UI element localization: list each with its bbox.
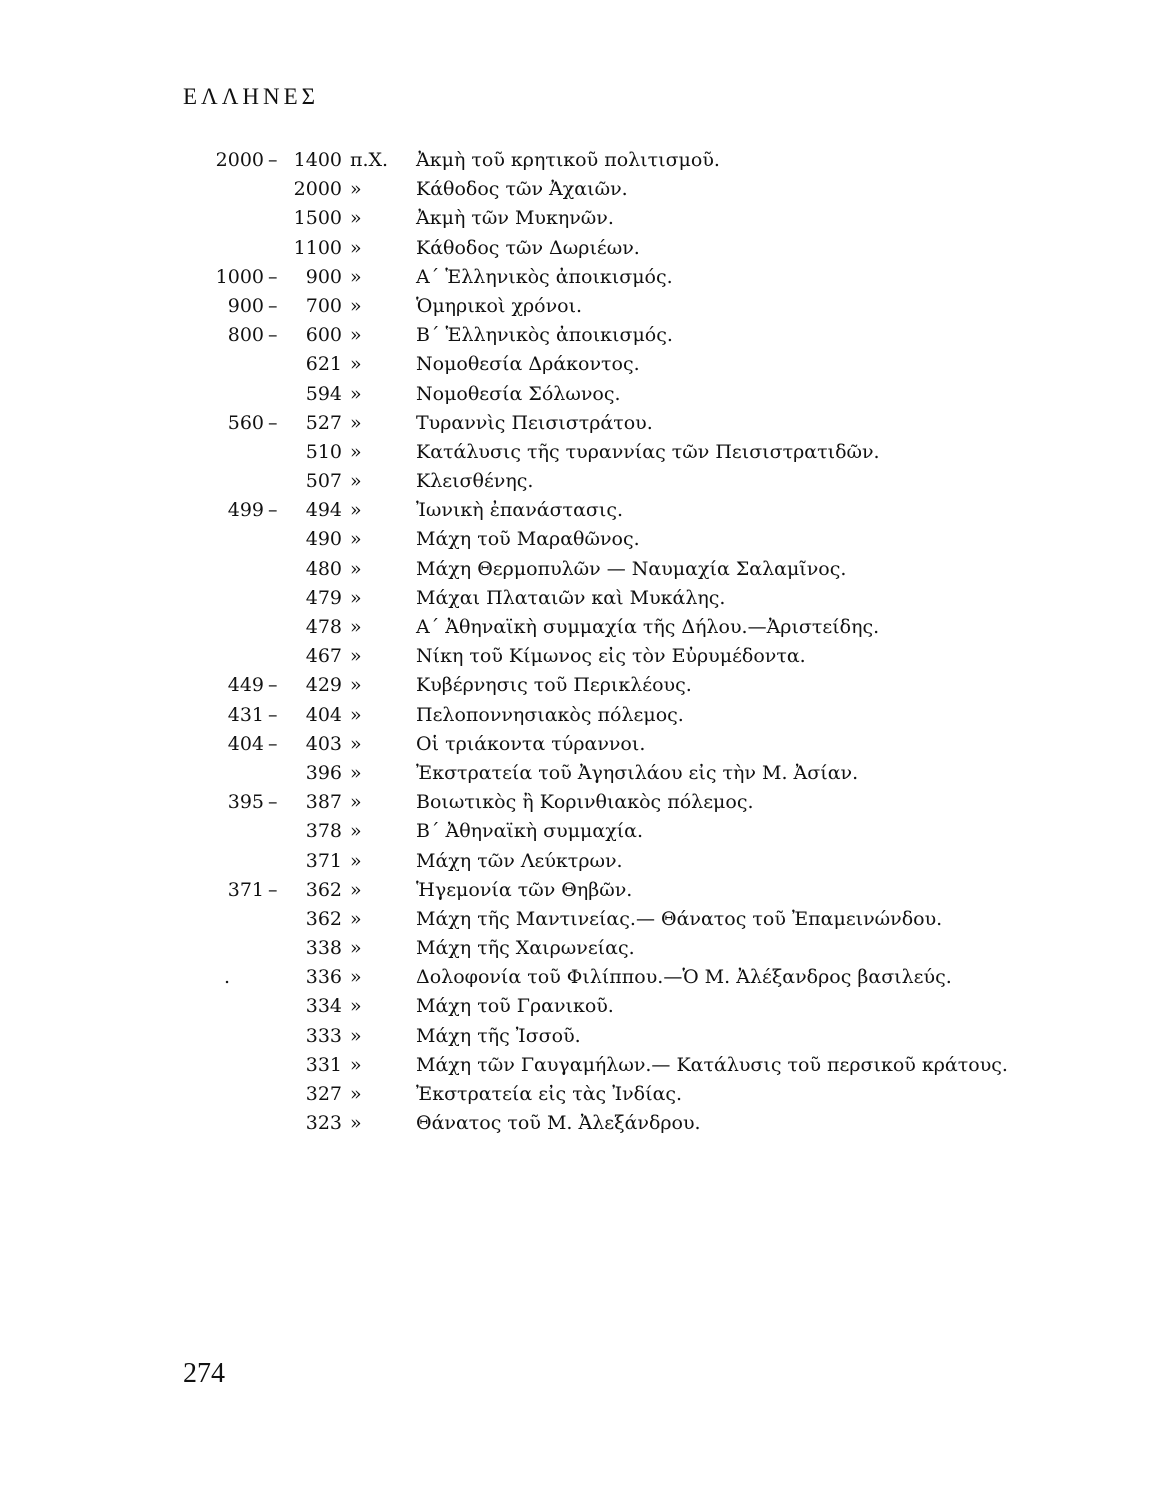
timeline-event: Κλεισθένης. — [416, 470, 534, 493]
timeline-event: Ἀκμὴ τῶν Μυκηνῶν. — [416, 207, 614, 230]
timeline-event: Ὁμηρικοὶ χρόνοι. — [416, 294, 583, 317]
timeline-event: Ἰωνικὴ ἐπανάστασις. — [416, 499, 623, 522]
timeline-era: » — [350, 324, 362, 347]
timeline-row — [0, 467, 1164, 496]
timeline-era: » — [350, 1053, 362, 1076]
timeline-end: 1400 — [293, 149, 342, 171]
timeline-end: 336 — [305, 966, 342, 989]
timeline-end: 621 — [305, 353, 342, 376]
timeline-dash: – — [268, 703, 278, 726]
timeline-end: 700 — [305, 294, 342, 317]
timeline-end: 480 — [305, 557, 342, 580]
timeline-row — [0, 409, 1164, 438]
timeline-era: » — [350, 440, 362, 463]
timeline-end: 490 — [305, 528, 342, 551]
timeline-row — [0, 175, 1164, 204]
timeline-row — [0, 204, 1164, 233]
timeline-era: » — [350, 1024, 362, 1047]
timeline-dash: – — [268, 294, 278, 317]
timeline-end: 327 — [305, 1083, 342, 1105]
timeline-era: » — [350, 207, 362, 230]
timeline-end: 362 — [305, 878, 342, 901]
timeline-end: 334 — [305, 995, 342, 1018]
timeline-row — [0, 730, 1164, 759]
timeline-era: » — [350, 674, 362, 697]
timeline-event: Οἱ τριάκοντα τύραννοι. — [416, 732, 646, 755]
timeline-event: Μάχη τοῦ Γρανικοῦ. — [416, 995, 614, 1018]
timeline-end: 331 — [305, 1053, 342, 1076]
timeline-end: 900 — [305, 265, 342, 288]
timeline-era: » — [350, 878, 362, 901]
timeline-end: 1100 — [293, 236, 342, 259]
timeline-end: 478 — [305, 616, 342, 638]
timeline-end: 594 — [305, 382, 342, 405]
timeline-start: 395 — [227, 791, 264, 814]
timeline-era: » — [350, 849, 362, 872]
timeline-event: Κάθοδος τῶν Δωριέων. — [416, 236, 640, 259]
timeline-era: » — [350, 1112, 362, 1135]
timeline-row — [0, 701, 1164, 730]
timeline-era: » — [350, 265, 362, 288]
timeline-event: Θάνατος τοῦ Μ. Ἀλεξάνδρου. — [416, 1112, 701, 1135]
timeline-start: 900 — [227, 294, 264, 317]
timeline-end: 396 — [305, 761, 342, 784]
timeline-era: » — [350, 995, 362, 1018]
timeline-end: 333 — [305, 1024, 342, 1047]
timeline-row — [0, 671, 1164, 700]
timeline-row — [0, 613, 1164, 642]
timeline-dash: – — [268, 878, 278, 901]
timeline-era: » — [350, 937, 362, 960]
timeline-row — [0, 525, 1164, 554]
timeline-dash: – — [268, 499, 278, 522]
timeline-event: Ἀκμὴ τοῦ κρητικοῦ πολιτισμοῦ. — [416, 149, 720, 171]
timeline-row — [0, 1080, 1164, 1109]
timeline-event: Δολοφονία τοῦ Φιλίππου.—Ὁ Μ. Ἀλέξανδρος βασιλεύς. — [416, 966, 952, 989]
timeline-event: Κατάλυσις τῆς τυραννίας τῶν Πεισιστρατιδῶν. — [416, 440, 880, 463]
timeline-row — [0, 847, 1164, 876]
timeline-event: Πελοποννησιακὸς πόλεμος. — [416, 703, 684, 726]
timeline-event: Β΄ Ἀθηναϊκὴ συμμαχία. — [416, 820, 644, 843]
timeline-end: 494 — [305, 499, 342, 522]
timeline-row — [0, 905, 1164, 934]
timeline-end: 387 — [305, 791, 342, 814]
timeline-event: Ἡγεμονία τῶν Θηβῶν. — [416, 878, 633, 901]
timeline-event: Ἐκστρατεία τοῦ Ἀγησιλάου εἰς τὴν Μ. Ἀσίαν. — [416, 761, 859, 784]
timeline-event: Μάχη τῆς Ἰσσοῦ. — [416, 1024, 581, 1047]
timeline-dash: – — [268, 732, 278, 755]
timeline-start: 431 — [227, 703, 264, 726]
timeline-event: Α΄ Ἑλληνικὸς ἀποικισμός. — [416, 265, 673, 288]
timeline-era: » — [350, 178, 362, 201]
timeline-end: 403 — [305, 732, 342, 755]
timeline-row — [0, 1109, 1164, 1138]
timeline-start: 800 — [227, 324, 264, 347]
timeline-event: Τυραννὶς Πεισιστράτου. — [416, 411, 653, 434]
timeline-era: » — [350, 616, 362, 638]
timeline-end: 479 — [305, 586, 342, 609]
timeline-start: 371 — [227, 878, 264, 901]
timeline-event: Μάχη τοῦ Μαραθῶνος. — [416, 528, 640, 551]
timeline-row — [0, 321, 1164, 350]
timeline-era: » — [350, 294, 362, 317]
timeline-event: Α΄ Ἀθηναϊκὴ συμμαχία τῆς Δήλου.—Ἀριστείδης. — [416, 616, 880, 638]
timeline-end: 362 — [305, 907, 342, 930]
timeline-event: Μάχη τῆς Χαιρωνείας. — [416, 937, 635, 960]
timeline-row — [0, 234, 1164, 263]
chronology-list — [0, 146, 1164, 1138]
timeline-era: » — [350, 820, 362, 843]
timeline-event: Κυβέρνησις τοῦ Περικλέους. — [416, 674, 692, 697]
timeline-event: Μάχαι Πλαταιῶν καὶ Μυκάλης. — [416, 586, 726, 609]
timeline-era: » — [350, 353, 362, 376]
timeline-end: 527 — [305, 411, 342, 434]
timeline-end: 2000 — [293, 178, 342, 201]
timeline-dash: – — [268, 324, 278, 347]
timeline-end: 378 — [305, 820, 342, 843]
timeline-row — [0, 963, 1164, 992]
timeline-row — [0, 584, 1164, 613]
timeline-row — [0, 788, 1164, 817]
timeline-era: » — [350, 557, 362, 580]
timeline-dash: – — [268, 674, 278, 697]
timeline-row — [0, 992, 1164, 1021]
timeline-row — [0, 292, 1164, 321]
timeline-row — [0, 380, 1164, 409]
timeline-era: » — [350, 645, 362, 668]
timeline-dash: – — [268, 265, 278, 288]
timeline-event: Μάχη Θερμοπυλῶν — Ναυμαχία Σαλαμῖνος. — [416, 557, 847, 580]
timeline-era: » — [350, 528, 362, 551]
timeline-event: Νομοθεσία Δράκοντος. — [416, 353, 640, 376]
timeline-end: 404 — [305, 703, 342, 726]
timeline-event: Ἐκστρατεία εἰς τὰς Ἰνδίας. — [416, 1083, 683, 1105]
timeline-start: 2000 — [215, 149, 264, 171]
timeline-dash: – — [268, 411, 278, 434]
timeline-row — [0, 934, 1164, 963]
timeline-event: Κάθοδος τῶν Ἀχαιῶν. — [416, 178, 628, 201]
timeline-era: » — [350, 761, 362, 784]
timeline-era: » — [350, 411, 362, 434]
timeline-end: 371 — [305, 849, 342, 872]
timeline-row — [0, 496, 1164, 525]
timeline-row — [0, 1022, 1164, 1051]
page-number: 274 — [183, 1358, 225, 1389]
timeline-marker: . — [223, 966, 230, 989]
timeline-event: Μάχη τῆς Μαντινείας.— Θάνατος τοῦ Ἐπαμεινώνδου. — [416, 907, 943, 930]
timeline-event: Βοιωτικὸς ἢ Κορινθιακὸς πόλεμος. — [416, 791, 754, 814]
timeline-era: » — [350, 907, 362, 930]
timeline-row — [0, 642, 1164, 671]
timeline-start: 1000 — [215, 265, 264, 288]
timeline-era: » — [350, 470, 362, 493]
timeline-era: » — [350, 499, 362, 522]
timeline-row — [0, 263, 1164, 292]
timeline-event: Μάχη τῶν Λεύκτρων. — [416, 849, 623, 872]
timeline-start: 404 — [227, 732, 264, 755]
timeline-event: Μάχη τῶν Γαυγαμήλων.— Κατάλυσις τοῦ περσικοῦ κράτους. — [416, 1053, 1008, 1076]
timeline-end: 600 — [305, 324, 342, 347]
timeline-event: Νίκη τοῦ Κίμωνος εἰς τὸν Εὐρυμέδοντα. — [416, 645, 806, 668]
timeline-era: » — [350, 586, 362, 609]
timeline-row — [0, 438, 1164, 467]
timeline-end: 338 — [305, 937, 342, 960]
timeline-era: π.Χ. — [350, 149, 389, 171]
timeline-row — [0, 555, 1164, 584]
timeline-era: » — [350, 791, 362, 814]
timeline-row — [0, 759, 1164, 788]
timeline-end: 429 — [305, 674, 342, 697]
timeline-end: 507 — [305, 470, 342, 493]
timeline-start: 560 — [227, 411, 264, 434]
timeline-end: 510 — [305, 440, 342, 463]
timeline-end: 467 — [305, 645, 342, 668]
timeline-row — [0, 876, 1164, 905]
timeline-row — [0, 350, 1164, 379]
timeline-event: Β΄ Ἑλληνικὸς ἀποικισμός. — [416, 324, 673, 347]
timeline-start: 499 — [227, 499, 264, 522]
timeline-era: » — [350, 732, 362, 755]
timeline-row — [0, 146, 1164, 175]
timeline-era: » — [350, 703, 362, 726]
timeline-end: 1500 — [293, 207, 342, 230]
timeline-dash: – — [268, 791, 278, 814]
timeline-era: » — [350, 966, 362, 989]
timeline-era: » — [350, 382, 362, 405]
timeline-era: » — [350, 236, 362, 259]
timeline-event: Νομοθεσία Σόλωνος. — [416, 382, 621, 405]
timeline-row — [0, 1051, 1164, 1080]
timeline-era: » — [350, 1083, 362, 1105]
timeline-row — [0, 817, 1164, 846]
timeline-end: 323 — [305, 1112, 342, 1135]
page-heading: ΕΛΛΗΝΕΣ — [183, 84, 320, 109]
timeline-start: 449 — [227, 674, 264, 697]
timeline-dash: – — [268, 149, 278, 171]
